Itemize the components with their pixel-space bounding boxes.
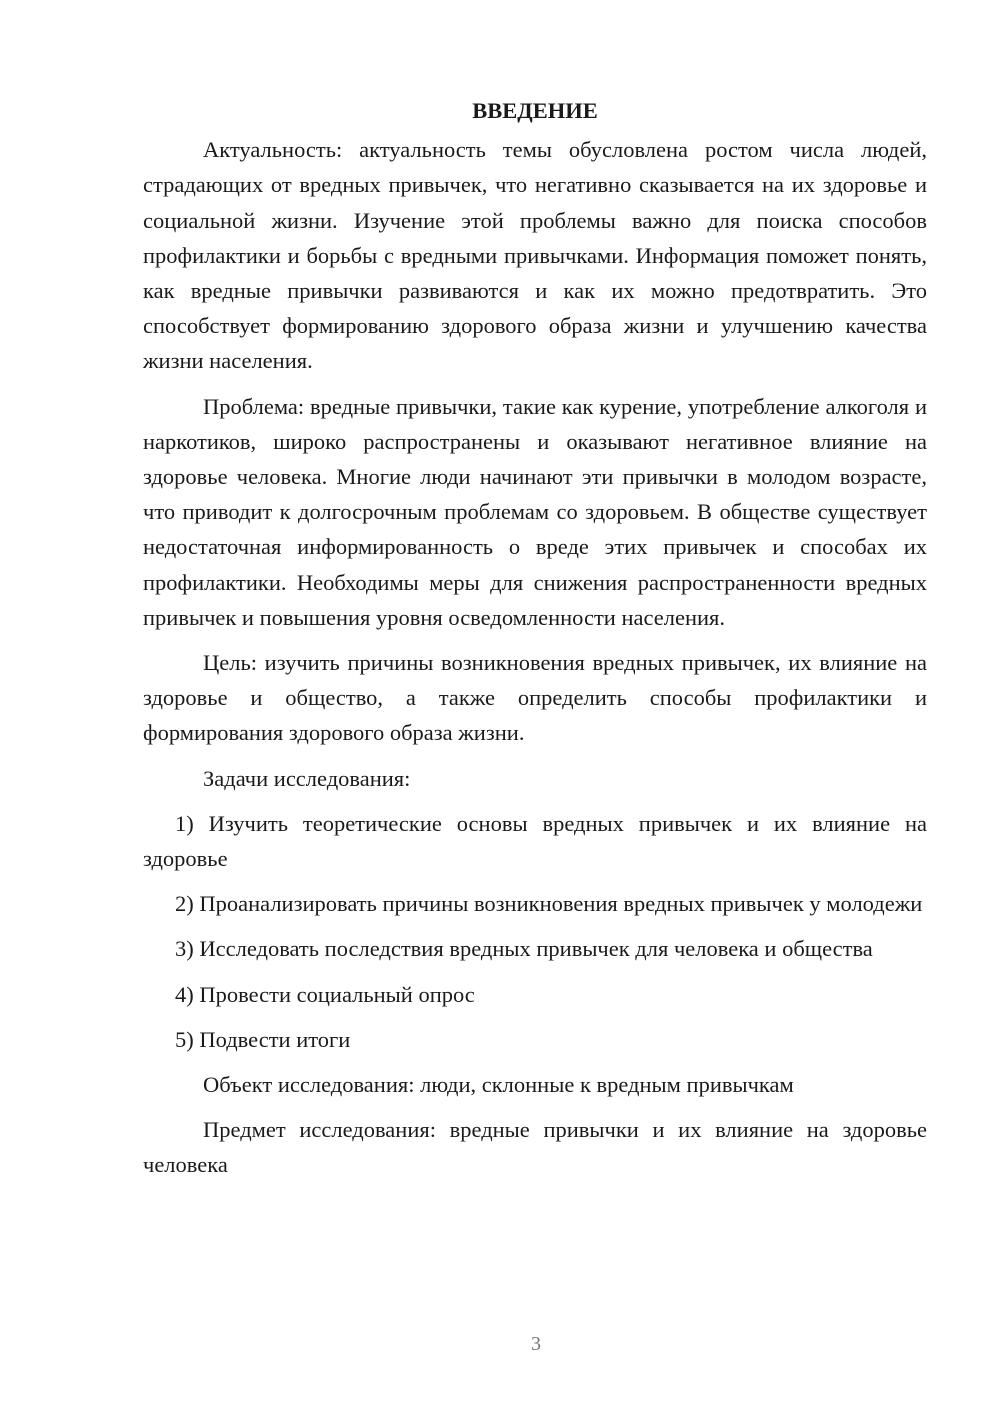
task-item-5: 5) Подвести итоги xyxy=(175,1026,351,1052)
section-heading: ВВЕДЕНИЕ xyxy=(472,98,598,123)
task-item-3: 3) Исследовать последствия вредных привычек для человека и общества xyxy=(175,936,873,962)
page-content xyxy=(143,93,927,1193)
task-item-1: 1) Изучить теоретические основы вредных привычек и их влияние на здоровье xyxy=(143,810,927,872)
goal-paragraph: Цель: изучить причины возникновения вредных привычек, их влияние на здоровье и общество, а также определить способы профилактики и формирования здорового образа жизни. xyxy=(143,650,927,746)
page-number: 3 xyxy=(531,1333,541,1355)
research-object: Объект исследования: люди, склонные к вредным привычкам xyxy=(203,1072,794,1098)
problem-paragraph: Проблема: вредные привычки, такие как курение, употребление алкоголя и наркотиков, широко распространены и оказывают негативное влияние на здоровье человека. Многие люди начинают эти привычки в молодом возрасте, что приводит к долгосрочным проблемам со здоровьем. В обществе существует недостаточная информированность о вреде этих привычек и способах их профилактики. Необходимы меры для снижения распространенности вредных привычек и повышения уровня осведомленности населения. xyxy=(143,393,927,630)
research-subject: Предмет исследования: вредные привычки и их влияние на здоровье человека xyxy=(143,1117,927,1178)
relevance-paragraph: Актуальность: актуальность темы обусловлена ростом числа людей, страдающих от вредных привычек, что негативно сказывается на их здоровье и социальной жизни. Изучение этой проблемы важно для поиска способов профилактики и борьбы с вредными привычками. Информация поможет понять, как вредные привычки развиваются и как их можно предотвратить. Это способствует формированию здорового образа жизни и улучшению качества жизни населения. xyxy=(143,137,927,374)
task-item-4: 4) Провести социальный опрос xyxy=(175,981,475,1007)
task-item-2: 2) Проанализировать причины возникновения вредных привычек у молодежи xyxy=(175,891,923,917)
tasks-title: Задачи исследования: xyxy=(203,765,411,791)
